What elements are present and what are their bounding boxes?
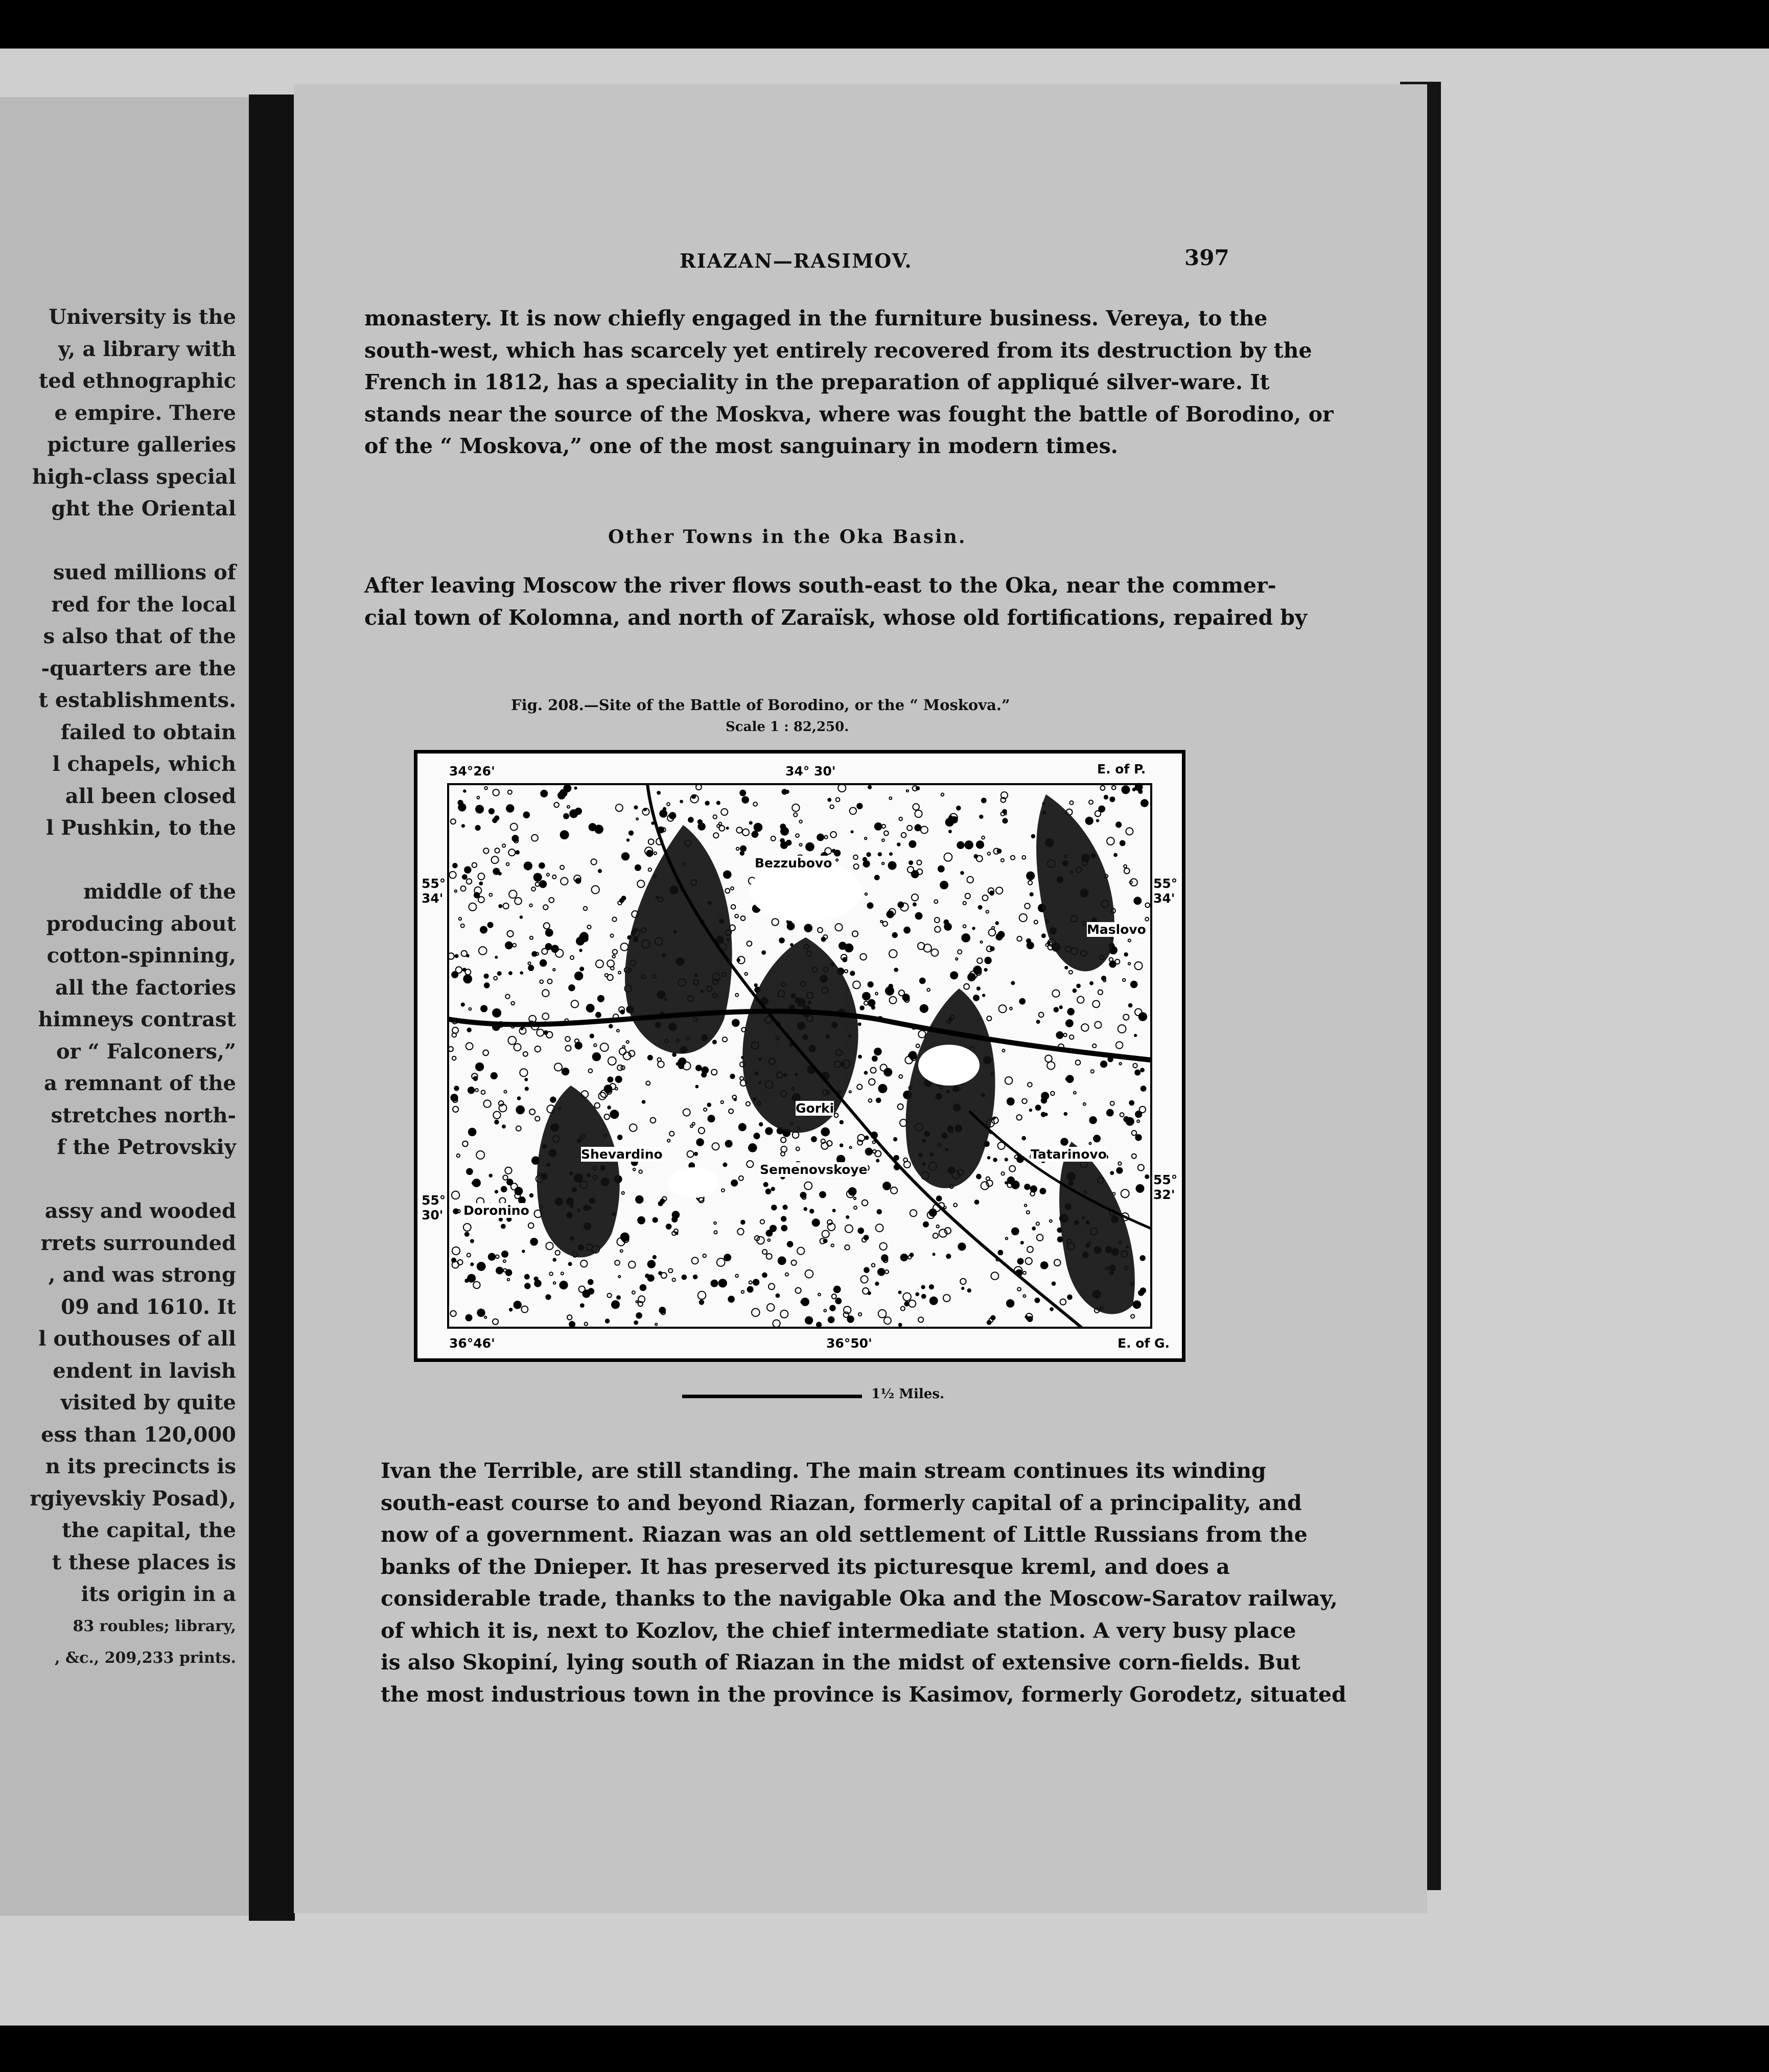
map-drawing	[417, 754, 1182, 1358]
left-page-line: himneys contrast	[38, 1007, 236, 1031]
left-page-line: failed to obtain	[60, 720, 236, 744]
map-label-top-mid: 34° 30'	[785, 764, 836, 779]
left-page-line: 83 roubles; library,	[73, 1617, 236, 1635]
left-page-line	[1, 525, 236, 557]
left-page-line: rrets surrounded	[40, 1231, 236, 1255]
battle-map	[414, 750, 1185, 1362]
left-page-line: red for the local	[51, 592, 236, 617]
left-page-text	[1, 301, 236, 1675]
left-page-line: -quarters are the	[41, 656, 236, 680]
left-page-line: University is the	[49, 305, 236, 329]
text-line: is also Skopiní, lying south of Riazan in the midst of extensive corn-fields. But	[381, 1650, 1300, 1675]
text-line: Ivan the Terrible, are still standing. The main stream continues its winding	[381, 1458, 1266, 1483]
figure-caption: Fig. 208.—Site of the Battle of Borodino, or the “ Moskova.”	[511, 696, 1010, 714]
text-line: French in 1812, has a speciality in the preparation of appliqué silver-ware. It	[364, 370, 1270, 394]
left-page-line: its origin in a	[81, 1582, 236, 1606]
map-label-top-left: 34°26'	[449, 764, 495, 779]
running-title: RIAZAN—RASIMOV.	[680, 249, 913, 272]
left-page-line: endent in lavish	[53, 1358, 236, 1383]
text-line: banks of the Dnieper. It has preserved its picturesque kreml, and does a	[381, 1554, 1230, 1579]
left-page-line: the capital, the	[62, 1518, 236, 1542]
section-heading: Other Towns in the Oka Basin.	[608, 526, 967, 548]
left-page-line: t establishments.	[38, 688, 236, 712]
map-label-bottom-left: 36°46'	[449, 1336, 495, 1351]
left-page-line: stretches north-	[51, 1103, 236, 1127]
scale-bar	[682, 1395, 862, 1398]
text-line: After leaving Moscow the river flows south-east to the Oka, near the commer-	[364, 573, 1276, 598]
text-line: stands near the source of the Moskva, where was fought the battle of Borodino, or	[364, 402, 1334, 427]
map-label-right-lower: 55° 32'	[1153, 1172, 1178, 1202]
scale-bar-label: 1½ Miles.	[871, 1386, 945, 1402]
text-line: the most industrious town in the province is Kasimov, formerly Gorodetz, situated	[381, 1682, 1346, 1707]
left-page-line: sued millions of	[53, 560, 236, 584]
text-line: now of a government. Riazan was an old settlement of Little Russians from the	[381, 1522, 1308, 1547]
left-page-line: producing about	[46, 911, 236, 936]
paragraph-2	[364, 570, 1307, 633]
left-page-line: ess than 120,000	[41, 1422, 236, 1447]
left-page-line: assy and wooded	[44, 1199, 236, 1223]
map-label-right-upper: 55° 34'	[1153, 876, 1178, 906]
left-page-line	[1, 844, 236, 877]
left-page-line: ted ethnographic	[38, 369, 236, 393]
map-town-3: Shevardino	[581, 1147, 663, 1162]
map-town-4: Semenovskoye	[760, 1162, 868, 1177]
left-page-line: l Pushkin, to the	[46, 816, 236, 840]
left-page-line: s also that of the	[43, 624, 236, 648]
text-line: monastery. It is now chiefly engaged in the furniture business. Vereya, to the	[364, 306, 1268, 331]
left-page-line	[1, 1164, 236, 1196]
left-page-line: cotton-spinning,	[46, 944, 236, 968]
page-number: 397	[1184, 245, 1229, 270]
text-line: south-west, which has scarcely yet entirely recovered from its destruction by the	[364, 338, 1312, 363]
map-label-bottom-right: E. of G.	[1118, 1336, 1170, 1351]
left-page-line: n its precincts is	[45, 1454, 236, 1478]
left-page-line: a remnant of the	[44, 1071, 236, 1095]
map-town-5: Gorki	[796, 1101, 834, 1116]
left-page-line: t these places is	[52, 1550, 236, 1574]
text-line: of which it is, next to Kozlov, the chief intermediate station. A very busy place	[381, 1618, 1296, 1643]
left-page-line: or “ Falconers,”	[56, 1039, 236, 1064]
left-page-line: high-class special	[32, 464, 236, 489]
map-town-1: Bezzubovo	[755, 856, 832, 870]
left-page-line: visited by quite	[60, 1391, 236, 1415]
text-line: cial town of Kolomna, and north of Zaraïsk, whose old fortifications, repaired by	[364, 605, 1307, 630]
left-page-line: f the Petrovskiy	[57, 1135, 236, 1159]
map-label-bottom-mid: 36°50'	[826, 1336, 872, 1351]
left-page-line: , &c., 209,233 prints.	[55, 1649, 236, 1667]
book-gutter	[249, 95, 295, 1921]
map-label-top-right: E. of P.	[1097, 762, 1146, 776]
map-label-left-upper: 55° 34'	[422, 876, 446, 906]
left-facing-page	[0, 97, 250, 1916]
left-page-line: picture galleries	[47, 433, 236, 457]
text-line: south-east course to and beyond Riazan, formerly capital of a principality, and	[381, 1490, 1302, 1515]
text-line: of the “ Moskova,” one of the most sanguinary in modern times.	[364, 434, 1118, 458]
left-page-line: l chapels, which	[52, 752, 236, 776]
left-page-line: middle of the	[83, 880, 236, 904]
paragraph-3	[381, 1455, 1346, 1710]
left-page-line: 09 and 1610. It	[61, 1294, 236, 1319]
paragraph-1	[364, 302, 1334, 462]
left-page-line: y, a library with	[58, 337, 236, 361]
left-page-line: l outhouses of all	[38, 1327, 236, 1351]
left-page-line: rgiyevskiy Posad),	[30, 1486, 236, 1511]
left-page-line: all been closed	[65, 784, 236, 808]
left-page-line: ght the Oriental	[51, 497, 236, 521]
map-town-2: Maslovo	[1087, 922, 1146, 937]
left-page-line: , and was strong	[48, 1263, 236, 1287]
map-town-7: Doronino	[463, 1203, 529, 1218]
left-page-line: e empire. There	[54, 401, 236, 425]
map-label-left-lower: 55° 30'	[422, 1193, 446, 1222]
text-line: considerable trade, thanks to the navigable Oka and the Moscow-Saratov railway,	[381, 1586, 1338, 1611]
map-town-6: Tatarinovo	[1031, 1147, 1107, 1162]
left-page-line: all the factories	[55, 975, 236, 1000]
figure-scale: Scale 1 : 82,250.	[726, 719, 849, 735]
